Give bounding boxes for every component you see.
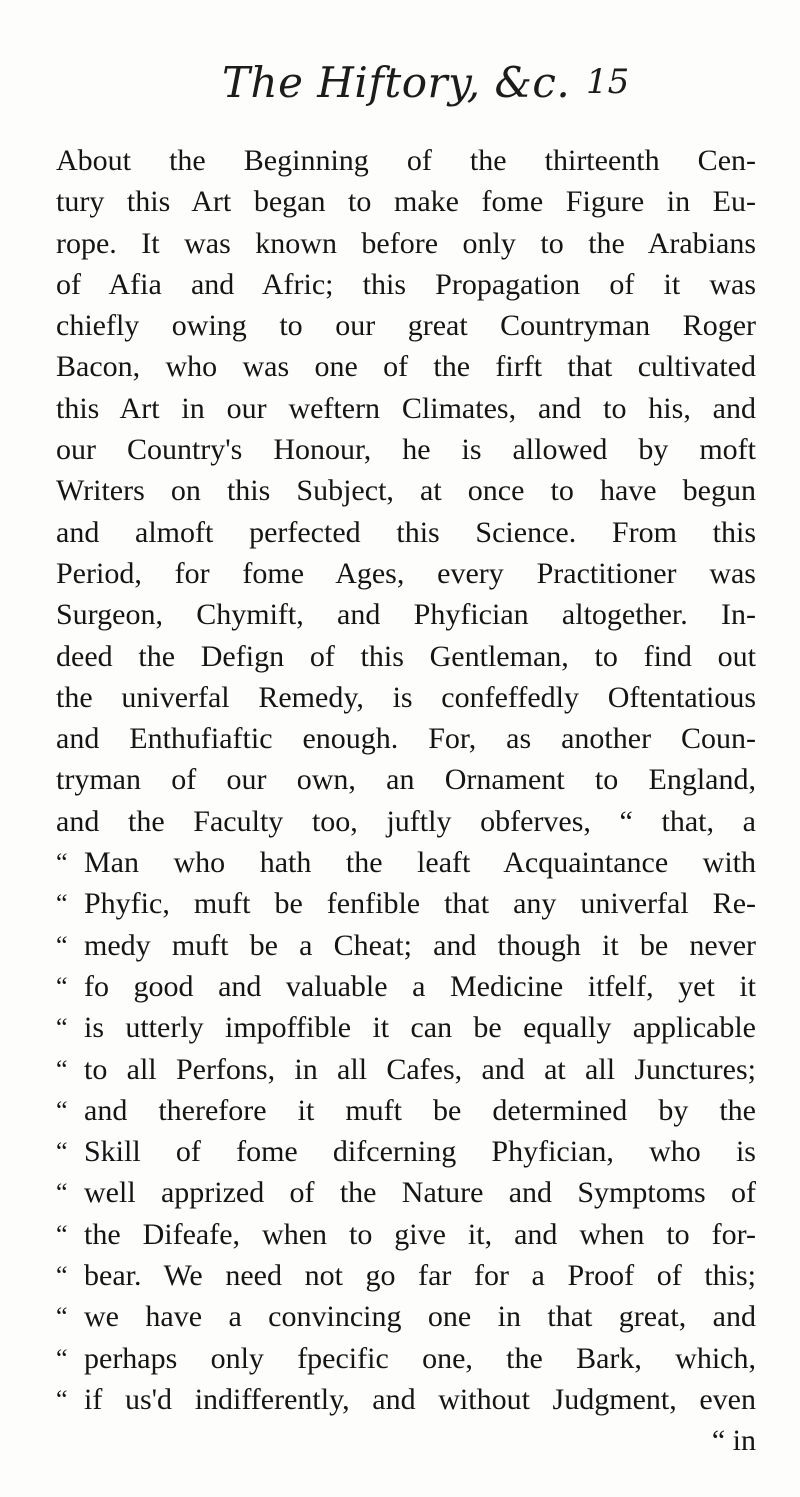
quoted-line: “ perhaps only fpecific one, the Bark, which, [56,1338,756,1379]
quote-mark: “ [56,1343,68,1373]
quoted-line: “ to all Perfons, in all Cafes, and at all Junctures; [56,1049,756,1090]
running-head [0,58,800,118]
quoted-line: “ is utterly impoffible it can be equally applicable [56,1007,756,1048]
quote-mark: “ [56,1261,68,1291]
quote-mark: “ [56,848,68,878]
quoted-line: “ fo good and valuable a Medicine itfelf, yet it [56,966,756,1007]
quote-mark: “ [56,1137,68,1167]
quote-mark: “ [56,1095,68,1125]
quoted-line: “ Phyfic, muft be fenfible that any univerfal Re- [56,883,756,924]
catchword: “ in [711,1424,756,1458]
quote-mark: “ [56,971,68,1001]
text-line: of Afia and Afric; this Propagation of it was [56,267,756,301]
quoted-line: “ medy muft be a Cheat; and though it be never [56,925,756,966]
text-line: rope. It was known before only to the Arabians [56,226,756,260]
quote-mark: “ [56,930,68,960]
text-line: Writers on this Subject, at once to have begun [56,474,756,508]
quoted-line: “ well apprized of the Nature and Symptoms of [56,1172,756,1213]
running-title: The Hiftory, &c. [222,58,571,107]
quoted-line: “ bear. We need not go far for a Proof of this; [56,1255,756,1296]
text-line: Period, for fome Ages, every Practitioner was [56,556,756,590]
page-number: 15 [586,62,630,102]
body-text [56,140,756,1462]
quoted-line: “ Man who hath the leaft Acquaintance with [56,842,756,883]
quoted-line: “ if us'd indifferently, and without Judgment, even [56,1379,756,1420]
quote-mark: “ [56,1013,68,1043]
quote-mark: “ [56,889,68,919]
text-line: About the Beginning of the thirteenth Cen- [56,144,756,177]
text-line: our Country's Honour, he is allowed by moft [56,433,756,467]
text-line: Bacon, who was one of the firft that cultivated [56,350,756,384]
text-line: tury this Art began to make fome Figure in Eu- [56,185,756,219]
quoted-line: “ Skill of fome difcerning Phyfician, who is [56,1131,756,1172]
text-line: tryman of our own, an Ornament to England, [56,763,756,797]
text-line: deed the Defign of this Gentleman, to find out [56,639,756,673]
text-line: chiefly owing to our great Countryman Roger [56,309,756,343]
quote-mark: “ [56,1302,68,1332]
quoted-line: “ we have a convincing one in that great, and [56,1296,756,1337]
text-line: this Art in our weftern Climates, and to his, and [56,391,756,425]
quote-mark: “ [56,1054,68,1084]
quote-mark: “ [56,1384,68,1414]
text-line: and Enthufiaftic enough. For, as another Coun- [56,722,756,756]
quote-mark: “ [56,1178,68,1208]
quote-mark: “ [56,1219,68,1249]
text-line: the univerfal Remedy, is confeffedly Oftentatious [56,680,756,714]
quoted-line: “ and therefore it muft be determined by the [56,1090,756,1131]
quoted-line: “ the Difeafe, when to give it, and when to for- [56,1214,756,1255]
text-line: and almoft perfected this Science. From this [56,515,756,549]
text-line: Surgeon, Chymift, and Phyfician altogether. In- [56,598,756,632]
text-line: and the Faculty too, juftly obferves, “ that, a [56,804,756,838]
